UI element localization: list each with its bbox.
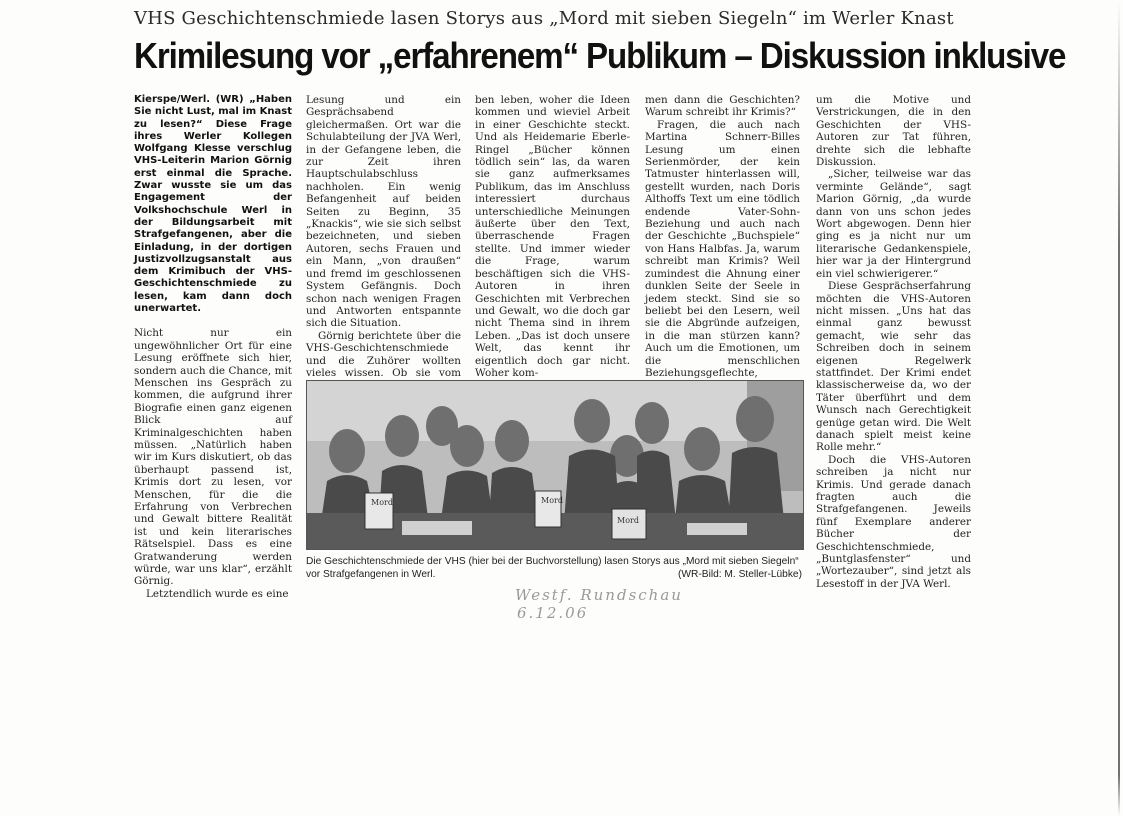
scan-edge-shadow [1118,0,1120,816]
col5-paragraph-2: „Sicher, teilweise war das verminte Gelände“, sagt Marion Görnig, „da wurde dann von uns schon jedes Wort abgewogen. Denn hier ging es ja nicht nur um literarische Gedankenspiele, hier war ja der Hintergrund ein viel schwierigerer.“ [816,168,971,280]
handwritten-date: 6.12.06 [517,604,589,622]
col5-paragraph-3: Diese Gesprächserfahrung möchten die VHS-Autoren nicht missen. „Uns hat das einmal ganz bewusst gemacht, wie sehr das Schreiben doch in seinem eigenen Regelwerk stattfindet. Der Krimi endet klassischerweise da, wo der Täter überführt und dem Wunsch nach Gerechtigkeit genüge getan wird. Die Welt danach spielt meist keine Rolle mehr.“ [816,280,971,454]
photo-caption [306,556,802,581]
caption-text: Die Geschichtenschmiede der VHS (hier bei der Buchvorstellung) lasen Storys aus „Mord mit sieben Siegeln“ vor Strafgefangenen in Werl. [306,556,799,580]
handwritten-source-note [515,586,683,622]
photo-credit: (WR-Bild: M. Steller-Lübke) [678,568,802,580]
col1-paragraph: Nicht nur ein ungewöhnlicher Ort für eine Lesung eröffnete sich hier, sondern auch die Chance, mit Menschen ins Gespräch zu kommen, die aufgrund ihrer Biografie einen ganz eigenen Blick auf Kriminalgeschichten haben müssen. „Natürlich haben wir im Kurs diskutiert, ob das überhaupt passend ist, Krimis dort zu lesen, vor Menschen, für die die Erfahrung von Verbrechen und Gewalt bittere Realität ist und kein literarisches Rätselspiel. Dass es eine Gratwanderung werden würde, war uns klar“, erzählt Görnig. [134,327,292,588]
photo-book-label-3: Mord [617,516,639,525]
col5-paragraph-1: um die Motive und Verstrickungen, die in den Geschichten der VHS-Autoren zur Tat führen, drehte sich die lebhafte Diskussion. [816,94,971,169]
group-photo [306,380,804,550]
column-1 [134,94,293,600]
group-photo-image [307,381,803,549]
col2-paragraph-2: Görnig berichtete über die VHS-Geschichtenschmiede und die Zuhörer wollten vieles wissen. Ob sie vom [306,329,461,379]
col3-paragraph-1: ben leben, woher die Ideen kommen und wieviel Arbeit in einer Geschichte steckt. Und als Heidemarie Eberle-Ringel „Bücher können tödlich sein“ las, da waren sie ganz aufmerksames Publikum, das im Anschluss interessiert durchaus unterschiedliche Meinungen äußerte über den Text, überraschende Fragen stellte. Und immer wieder die Frage, warum beschäftigen sich die VHS-Autoren in ihren Geschichten mit Verbrechen und Gewalt, wo die doch gar nicht Thema sind in ihrem Leben. „Das ist doch unsere Welt, das kennt ihr eigentlich doch gar nicht. Woher kom- [475,94,630,379]
column-2 [306,94,461,379]
column-3 [475,94,630,379]
handwritten-source: Westf. Rundschau [515,586,683,604]
col2-paragraph-1: Lesung und ein Gesprächsabend gleichermaßen. Ort war die Schulabteilung der JVA Werl, in der Gefangene leben, die zur Zeit ihren Hauptschulabschluss nachholen. Ein wenig Befangenheit auf beiden Seiten zu Beginn, 35 „Knackis“, wie sie sich selbst bezeichneten, und sieben Autoren, sechs Frauen und ein Mann, „von draußen“ und fremd im geschlossenen System Gefängnis. Doch schon nach wenigen Fragen und Antworten entspannte sich die Situation. [306,94,461,330]
photo-book-label: Mord [371,498,393,507]
col4-paragraph-2: Fragen, die auch nach Martina Schnerr-Billes Lesung um einen Serienmörder, der kein Tatmuster hinterlassen will, gestellt wurden, nach Doris Althoffs Text um eine tödlich endende Vater-Sohn-Beziehung und auch nach der Geschichte „Buchspiele“ von Hans Halbfas. Ja, warum schreibt man Krimis? Weil zumindest die Ahnung einer dunklen Seite der Seele in jedem steckt. Sind sie so beliebt bei den Lesern, weil sie die Abgründe aufzeigen, in die man stürzen kann? Auch um die Emotionen, um die menschlichen Beziehungsgeflechte, [645,118,800,379]
col4-paragraph-1: men dann die Geschichten? Warum schreibt ihr Krimis?“ [645,94,800,119]
article-headline: Krimilesung vor „erfahrenem“ Publikum – Diskussion inklusive [134,35,1066,76]
article-kicker: VHS Geschichtenschmiede lasen Storys aus „Mord mit sieben Siegeln“ im Werler Knast [134,8,954,29]
col5-paragraph-4: Doch die VHS-Autoren schreiben ja nicht nur Krimis. Und gerade danach fragten auch die Strafgefangenen. Jeweils fünf Exemplare anderer Bücher der Geschichtenschmiede, „Buntglasfenster“ und „Wortezauber“, sind jetzt als Lesestoff in der JVA Werl. [816,453,971,590]
col1-paragraph-2: Letztendlich wurde es eine [146,587,289,600]
column-5 [816,94,971,588]
column-4 [645,94,800,379]
article-lead: Kierspe/Werl. (WR) „Haben Sie nicht Lust, mal im Knast zu lesen?“ Diese Frage ihres Werler Kollegen Wolfgang Klesse verschlug VHS-Leiterin Marion Görnig erst einmal die Sprache. Zwar wusste sie um das Engagement der Volkshochschule Werl in der Bildungsarbeit mit Strafgefangenen, aber die Einladung, in der dortigen Justizvollzugsanstalt aus dem Krimibuch der VHS-Geschichtenschmiede zu lesen, kam dann doch unerwartet. [134,94,293,315]
photo-book-label-2: Mord [541,496,563,505]
